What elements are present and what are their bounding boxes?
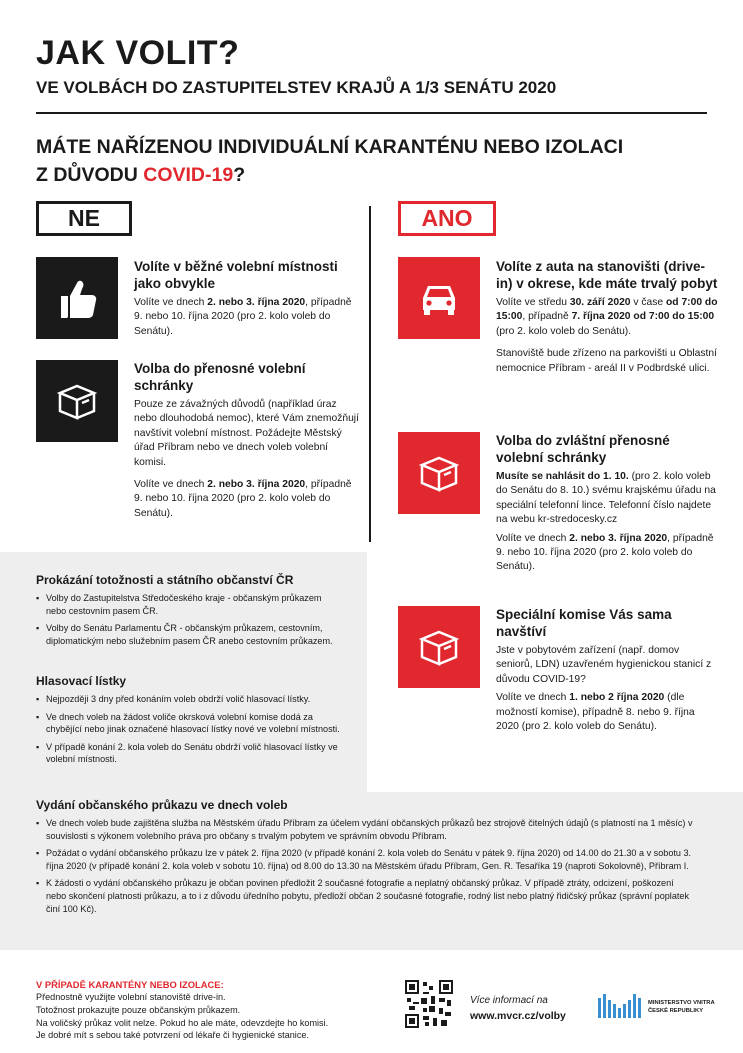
covid-label: COVID-19: [143, 164, 234, 186]
no-label: NE: [36, 201, 132, 236]
ministry-name-line1: MINISTERSTVO VNITRA: [648, 1000, 715, 1006]
identity-bullet: ▪ Volby do Zastupitelstva Středočeského kraje - občanským průkazem nebo cestovním pasem ČR.: [36, 592, 341, 617]
footer-line: Na voličský průkaz volit nelze. Pokud ho ale máte, odevzdejte ho komisi.: [36, 1017, 329, 1028]
page-subtitle: VE VOLBÁCH DO ZASTUPITELSTEV KRAJŮ A 1/3 SENÁTU 2020: [36, 78, 557, 97]
page-title: JAK VOLIT?: [36, 34, 240, 72]
id-card-bullet: ▪ Požádat o vydání občanského průkazu lze v pátek 2. října 2020 (v případě konání 2. kola voleb do Senátu v pátek 9. října 2020) od 14.00 do 21.30 a v sobotu 3. října 2020 (v případě konání 2. kola voleb v sobotu 10. října) od 8.00 do 13.30 na Městském úřadu Příbram, Gen. R. Tesaříka 19 (naproti Sokolovně), Příbram I.: [36, 847, 696, 872]
identity-section: [36, 573, 341, 647]
thumbs-up-icon: [36, 257, 118, 339]
ballot-box-icon: [398, 432, 480, 514]
yes-item-drivein: [496, 258, 718, 376]
ministry-name-line2: ČESKÉ REPUBLIKY: [648, 1008, 704, 1014]
ballots-bullet: ▪ V případě konání 2. kola voleb do Senátu obdrží volič hlasovací lístky ve volební místnosti.: [36, 741, 341, 766]
no-item-portable: [134, 360, 359, 521]
no-item-portable-dates: Volíte ve dnech 2. nebo 3. října 2020, případně 9. nebo 10. října 2020 (pro 2. kolo voleb do Senátu).: [134, 479, 352, 519]
ballot-box-icon: [36, 360, 118, 442]
column-divider: [369, 206, 371, 542]
yes-item-special-box-heading: Volba do zvláštní přenosné volební schránky: [496, 433, 670, 465]
footer-line: Totožnost prokazujte pouze občanským průkazem.: [36, 1004, 241, 1015]
footer-heading: V PŘÍPADĚ KARANTÉNY NEBO IZOLACE:: [36, 979, 224, 990]
yes-label: ANO: [398, 201, 496, 236]
yes-item-drivein-location: Stanoviště bude zřízeno na parkovišti u Oblastní nemocnice Příbram - areál II v Podbrdské ulici.: [496, 348, 717, 374]
question-line1: MÁTE NAŘÍZENOU INDIVIDUÁLNÍ KARANTÉNU NEBO IZOLACI: [36, 136, 624, 158]
ballots-bullet: ▪ Ve dnech voleb na žádost voliče okrsková volební komise dodá za chybějící nebo jinak označené hlasovací lístky nové ve volební místnosti.: [36, 711, 341, 736]
question-line2: Z DŮVODU COVID-19?: [36, 164, 246, 186]
ballots-bullet: ▪ Nejpozději 3 dny před konáním voleb obdrží volič hlasovací lístky.: [36, 693, 341, 706]
identity-heading: Prokázání totožnosti a státního občanství ČR: [36, 573, 294, 587]
yes-item-commission: [496, 606, 718, 734]
ballots-section: [36, 674, 341, 766]
id-card-bullet: ▪ K žádosti o vydání občanského průkazu je občan povinen předložit 2 současné fotografie a neplatný občanský průkaz. V případě ztráty, odcizení, poškození nebo skončení platnosti průkazu, a to i z důvodu úředního pobytu, předloží občan 2 současné fotografie, rodný list nebo platný řidičský průkaz (správní poplatek činí 100 Kč).: [36, 877, 696, 915]
yes-item-commission-dates: Volíte ve dnech 1. nebo 2 října 2020 (dle možností komise), případně 8. nebo 9. října 2020 (pro 2. kolo voleb do Senátu).: [496, 692, 695, 733]
yes-item-special-box: [496, 432, 718, 575]
yes-item-special-box-dates: Volíte ve dnech 2. nebo 3. října 2020, případně 9. nebo 10. října 2020 (pro 2. kolo voleb do Senátu).: [496, 532, 714, 573]
yes-item-special-box-text: Musíte se nahlásit do 1. 10. (pro 2. kolo voleb do Senátu do 8. 10.) svému krajskému úřadu na speciální telefonní lince. Telefonní číslo najdete na webu kr-stredocesky.cz: [496, 471, 716, 526]
footer-line: Je dobré mít s sebou také potvrzení od lékaře či hygienické stanice.: [36, 1030, 309, 1041]
yes-item-commission-text: Jste v pobytovém zařízení (např. domov seniorů, LDN) uzavřeném hygienickou stanicí z důvodu COVID-19?: [496, 645, 712, 685]
car-icon: [398, 257, 480, 339]
more-info-label: Více informací na: [470, 995, 548, 1006]
no-item-regular: [134, 258, 359, 339]
id-card-heading: Vydání občanského průkazu ve dnech voleb: [36, 798, 288, 812]
no-item-portable-text: Pouze ze závažných důvodů (například úraz nebo dlouhodobá nemoc), které Vám znemožňují navštívit volební místnost. Požádejte Městský úřad Příbram nebo ve dnech voleb volební komisi.: [134, 399, 359, 468]
ballots-heading: Hlasovací lístky: [36, 674, 127, 688]
no-item-portable-heading: Volba do přenosné volební schránky: [134, 361, 306, 393]
no-item-regular-text: Volíte ve dnech 2. nebo 3. října 2020, případně 9. nebo 10. října 2020 (pro 2. kolo voleb do Senátu).: [134, 297, 352, 337]
id-card-section: [36, 798, 696, 915]
footer-notes: [36, 991, 376, 1042]
qr-code-icon[interactable]: [405, 980, 453, 1028]
yes-item-drivein-text: Volíte ve středu 30. září 2020 v čase od 7:00 do 15:00, případně 7. října 2020 od 7:00 do 15:00 (pro 2. kolo voleb do Senátu).: [496, 297, 718, 337]
ballot-box-icon: [398, 606, 480, 688]
main-question: [36, 133, 696, 189]
ministry-name: [648, 999, 715, 1015]
yes-item-commission-heading: Speciální komise Vás sama navštíví: [496, 607, 672, 639]
more-info-link[interactable]: www.mvcr.cz/volby: [470, 1010, 566, 1022]
yes-item-drivein-heading: Volíte z auta na stanovišti (drive-in) v okrese, kde máte trvalý pobyt: [496, 259, 718, 291]
identity-bullet: ▪ Volby do Senátu Parlamentu ČR - občanským průkazem, cestovním, diplomatickým nebo služebním pasem ČR anebo cestovním průkazem.: [36, 622, 341, 647]
no-item-regular-heading: Volíte v běžné volební místnosti jako obvykle: [134, 259, 338, 291]
footer-line: Přednostně využijte volební stanoviště drive-in.: [36, 992, 226, 1002]
id-card-bullet: ▪ Ve dnech voleb bude zajištěna služba na Městském úřadu Příbram za účelem vydání občanských průkazů bez strojově čitelných údajů (s platností na 1 měsíc) v souvislosti s výkonem volebního práva pro občany s trvalým pobytem ve správním obvodu Příbram.: [36, 817, 696, 842]
ministry-logo-icon: [598, 988, 642, 1022]
header-divider: [36, 112, 707, 114]
